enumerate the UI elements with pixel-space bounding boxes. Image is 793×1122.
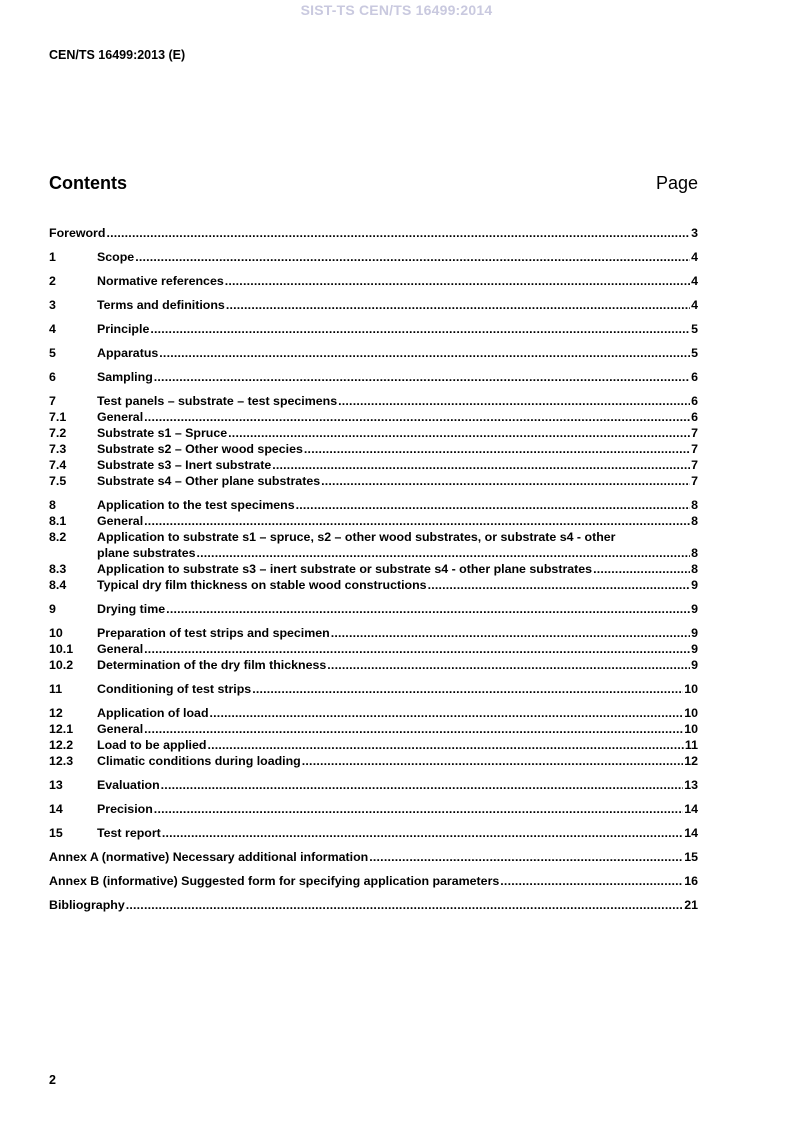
toc-entry-title: Typical dry film thickness on stable wood constructions [97,578,427,592]
dot-leader [302,753,683,769]
toc-entry-page: 9 [691,626,698,640]
dot-leader [161,777,684,793]
dot-leader [166,601,690,617]
toc-entry-title: Application to the test specimens [97,498,295,512]
toc-entry-page: 7 [691,426,698,440]
dot-leader [327,657,690,673]
page-number: 2 [49,1073,56,1087]
dot-leader [144,721,683,737]
dot-leader [296,497,690,513]
toc-entry-7-5[interactable] [49,473,698,489]
toc-entry-6[interactable] [49,369,698,385]
toc-entry-number: 12.1 [49,722,74,736]
toc-entry-page: 12 [684,754,698,768]
toc-entry-title: Load to be applied [97,738,207,752]
toc-entry-number: 10.1 [49,642,74,656]
dot-leader [226,297,690,313]
toc-entry-number: 15 [49,826,63,840]
toc-entry-title: General [97,642,144,656]
toc-entry-title: Bibliography [49,898,125,912]
toc-entry-title: Conditioning of test strips [97,682,252,696]
toc-entry-number: 14 [49,802,63,816]
toc-entry-number: 8.2 [49,530,67,544]
toc-entry-title: Evaluation [97,778,160,792]
dot-leader [162,825,683,841]
toc-entry-number: 7.1 [49,410,67,424]
toc-entry-number: 9 [49,602,56,616]
dot-leader [304,441,690,457]
toc-entry-number: 11 [49,682,63,696]
toc-entry-annex-a[interactable] [49,849,698,865]
toc-entry-number: 8.4 [49,578,67,592]
toc-entry-title: Terms and definitions [97,298,225,312]
toc-entry-title: Application to substrate s1 – spruce, s2 – other wood substrates, or substrate s4 - other [97,530,616,544]
toc-entry-page: 9 [691,578,698,592]
dot-leader [154,369,690,385]
toc-entry-page: 9 [691,658,698,672]
toc-entry-title: Application to substrate s3 – inert substrate or substrate s4 - other plane substrates [97,562,593,576]
toc-entry-8-4[interactable] [49,577,698,593]
toc-entry-page: 8 [691,562,698,576]
toc-entry-page: 7 [691,458,698,472]
dot-leader [144,513,690,529]
toc-entry-title: Drying time [97,602,166,616]
dot-leader [428,577,691,593]
toc-entry-number: 7.3 [49,442,67,456]
toc-entry-7-4[interactable] [49,457,698,473]
toc-entry-number: 7.4 [49,458,67,472]
toc-entry-number: 8.3 [49,562,67,576]
dot-leader [150,321,690,337]
toc-entry-page: 7 [691,442,698,456]
toc-entry-number: 3 [49,298,56,312]
toc-entry-number: 12 [49,706,63,720]
toc-entry-page: 13 [684,778,698,792]
toc-entry-foreword[interactable] [49,225,698,241]
dot-leader [154,801,683,817]
toc-entry-10-1[interactable] [49,641,698,657]
dot-leader [207,737,683,753]
toc-entry-page: 4 [691,298,698,312]
toc-entry-page: 10 [684,722,698,736]
dot-leader [321,473,690,489]
toc-entry-page: 21 [684,898,698,912]
toc-entry-page: 10 [684,682,698,696]
dot-leader [252,681,683,697]
toc-entry-title: General [97,410,144,424]
toc-entry-title: Apparatus [97,346,159,360]
toc-entry-8-2[interactable] [49,529,698,561]
toc-entry-page: 4 [691,250,698,264]
toc-entry-number: 2 [49,274,56,288]
toc-entry-page: 14 [684,802,698,816]
toc-entry-title: General [97,514,144,528]
toc-entry-14[interactable] [49,801,698,817]
toc-entry-page: 9 [691,642,698,656]
toc-entry-15[interactable] [49,825,698,841]
dot-leader [144,409,690,425]
toc-entry-page: 4 [691,274,698,288]
toc-entry-number: 10.2 [49,658,74,672]
dot-leader [225,273,690,289]
dot-leader [369,849,683,865]
toc-entry-7-2[interactable] [49,425,698,441]
toc-entry-11[interactable] [49,681,698,697]
toc-entry-title: Test panels – substrate – test specimens [97,394,338,408]
toc-entry-title: Normative references [97,274,224,288]
dot-leader [228,425,690,441]
toc-entry-page: 5 [691,346,698,360]
toc-entry-title: Substrate s1 – Spruce [97,426,228,440]
toc-entry-page: 8 [691,546,698,560]
toc-entry-number: 7.5 [49,474,67,488]
toc-entry-page: 3 [691,226,698,240]
toc-entry-number: 7 [49,394,56,408]
toc-entry-page: 8 [691,514,698,528]
dot-leader [210,705,684,721]
toc-entry-title: Substrate s4 – Other plane substrates [97,474,321,488]
toc-entry-8-3[interactable] [49,561,698,577]
toc-entry-number: 10 [49,626,63,640]
contents-heading: Contents [49,173,127,193]
toc-entry-title: Foreword [49,226,106,240]
document-id: CEN/TS 16499:2013 (E) [49,48,186,62]
toc-entry-title: Annex B (informative) Suggested form for specifying application parameters [49,874,500,888]
toc-entry-page: 5 [691,322,698,336]
toc-entry-12-2[interactable] [49,737,698,753]
toc-entry-number: 13 [49,778,63,792]
toc-entry-10[interactable] [49,625,698,641]
toc-entry-page: 10 [684,706,698,720]
toc-entry-12-1[interactable] [49,721,698,737]
page-column-label: Page [655,173,698,193]
toc-entry-title: Test report [97,826,161,840]
toc-entry-5[interactable] [49,345,698,361]
dot-leader [135,249,690,265]
table-of-contents [49,225,698,913]
toc-entry-title-continued: plane substrates [97,546,196,560]
dot-leader [106,225,690,241]
toc-entry-number: 12.2 [49,738,74,752]
toc-entry-page: 6 [691,410,698,424]
toc-entry-page: 14 [684,826,698,840]
toc-entry-page: 11 [684,738,698,752]
toc-entry-page: 6 [691,370,698,384]
dot-leader [159,345,690,361]
toc-entry-8-1[interactable] [49,513,698,529]
toc-entry-page: 16 [684,874,698,888]
toc-entry-13[interactable] [49,777,698,793]
toc-entry-number: 1 [49,250,56,264]
toc-entry-8[interactable] [49,497,698,513]
toc-entry-3[interactable] [49,297,698,313]
toc-entry-number: 5 [49,346,56,360]
dot-leader [126,897,683,913]
toc-entry-title: Scope [97,250,135,264]
toc-entry-page: 8 [691,498,698,512]
dot-leader [331,625,690,641]
toc-entry-4[interactable] [49,321,698,337]
toc-entry-7-3[interactable] [49,441,698,457]
toc-entry-title: Annex A (normative) Necessary additional information [49,850,369,864]
toc-entry-number: 6 [49,370,56,384]
toc-entry-title: Application of load [97,706,209,720]
toc-entry-title: Precision [97,802,153,816]
toc-entry-bibliography[interactable] [49,897,698,913]
toc-entry-title: Determination of the dry film thickness [97,658,327,672]
toc-entry-title: Climatic conditions during loading [97,754,301,768]
toc-entry-page: 6 [691,394,698,408]
toc-entry-2[interactable] [49,273,698,289]
toc-entry-7[interactable] [49,393,698,409]
toc-entry-title: General [97,722,144,736]
toc-entry-number: 8.1 [49,514,67,528]
toc-entry-title: Sampling [97,370,153,384]
toc-entry-number: 12.3 [49,754,74,768]
toc-entry-9[interactable] [49,601,698,617]
watermark: SIST-TS CEN/TS 16499:2014 [300,2,493,18]
toc-entry-number: 4 [49,322,56,336]
dot-leader [272,457,690,473]
toc-entry-annex-b[interactable] [49,873,698,889]
toc-entry-title: Substrate s3 – Inert substrate [97,458,272,472]
toc-entry-title: Principle [97,322,150,336]
dot-leader [500,873,683,889]
toc-entry-12[interactable] [49,705,698,721]
toc-entry-10-2[interactable] [49,657,698,673]
toc-entry-title: Substrate s2 – Other wood species [97,442,303,456]
toc-entry-12-3[interactable] [49,753,698,769]
toc-entry-page: 9 [691,602,698,616]
dot-leader [144,641,690,657]
toc-entry-number: 7.2 [49,426,67,440]
dot-leader [593,561,690,577]
toc-entry-number: 8 [49,498,56,512]
toc-entry-page: 15 [684,850,698,864]
toc-entry-7-1[interactable] [49,409,698,425]
toc-entry-1[interactable] [49,249,698,265]
dot-leader [338,393,690,409]
toc-entry-page: 7 [691,474,698,488]
dot-leader [196,545,690,561]
toc-entry-title: Preparation of test strips and specimen [97,626,330,640]
